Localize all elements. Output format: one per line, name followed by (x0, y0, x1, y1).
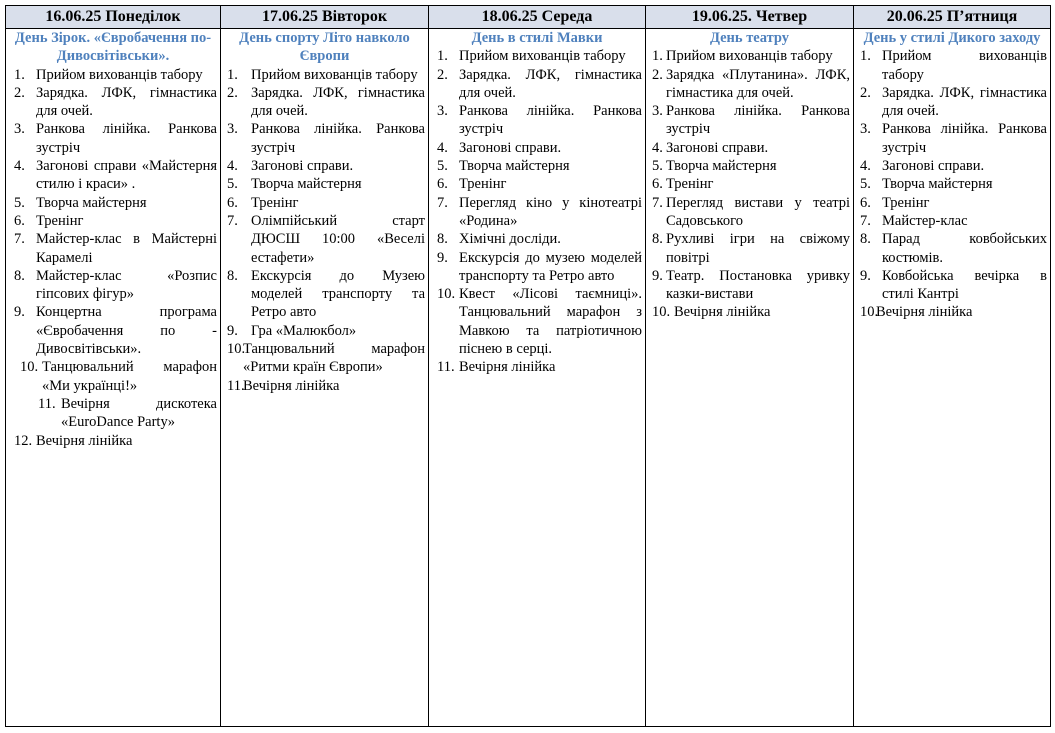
item-number: 9. (437, 249, 448, 266)
activity-list (854, 47, 1050, 321)
item-text: Прийом вихованців табору (459, 48, 626, 65)
item-text: Вечірня лінійка (459, 359, 556, 376)
item-text: Вечірня дискотека «EuroDance Party» (61, 395, 217, 431)
day-column-tuesday (221, 29, 429, 727)
activity-item (6, 395, 220, 432)
item-text: Загонові справи. (251, 158, 354, 175)
weekly-schedule-table (5, 5, 1051, 727)
item-number: 7. (437, 194, 448, 211)
item-text: Загонові справи. (882, 158, 985, 175)
item-number: 1. (860, 48, 871, 65)
activity-item (221, 212, 428, 267)
item-number: 3. (860, 121, 871, 138)
activity-item (221, 175, 428, 193)
activity-item (854, 175, 1050, 193)
item-number: 6. (14, 212, 25, 229)
item-text: Ранкова лінійка. Ранкова зустріч (666, 103, 850, 138)
day-theme: День театру (709, 30, 790, 46)
activity-list (221, 66, 428, 395)
item-number: 5. (437, 158, 448, 175)
activity-item (854, 212, 1050, 230)
activity-item (221, 194, 428, 212)
item-number: 10. (860, 304, 879, 321)
activities-row (6, 29, 1051, 727)
item-text: Тренінг (666, 176, 714, 193)
item-number: 11. (38, 395, 56, 412)
day-column-wednesday (429, 29, 646, 727)
item-number: 11. (437, 359, 455, 376)
item-number: 8. (437, 231, 448, 248)
item-text: Перегляд кіно у кінотеатрі «Родина» (459, 194, 642, 229)
item-text: Прийом вихованців табору (882, 48, 1047, 83)
day-column-friday (854, 29, 1051, 727)
day-header-friday: 20.06.25 П’ятниця (854, 6, 1051, 29)
activity-item (429, 358, 645, 376)
item-text: Олімпійський старт ДЮСШ 10:00 «Веселі естафети» (251, 212, 425, 266)
item-text: Екскурсія до Музею моделей транспорту та Ретро авто (251, 267, 425, 321)
activity-item (6, 157, 220, 194)
activity-item (854, 194, 1050, 212)
item-number: 3. (227, 121, 238, 138)
item-number: 4. (227, 158, 238, 175)
item-text: Творча майстерня (666, 158, 777, 175)
item-number: 5. (227, 176, 238, 193)
day-header-wednesday: 18.06.25 Середа (429, 6, 646, 29)
day-theme: День у стилі Дикого заходу (863, 30, 1041, 46)
item-text: Театр. Постановка уривку казки-вистави (666, 267, 850, 303)
activity-item (6, 230, 220, 267)
header-row (6, 6, 1051, 29)
item-text: Зарядка. ЛФК, гімнастика для очей. (882, 84, 1047, 120)
item-text: Ковбойська вечірка в стилі Кантрі (882, 267, 1047, 303)
item-text: Вечірня лінійка (674, 304, 771, 321)
item-number: 5. (652, 158, 663, 175)
item-text: Тренінг (459, 176, 507, 193)
item-number: 10. (437, 286, 456, 303)
activity-item (221, 267, 428, 322)
item-text: Зарядка. ЛФК, гімнастика для очей. (251, 84, 425, 120)
activity-item (221, 340, 428, 377)
activity-item (6, 194, 220, 212)
item-text: Прийом вихованців табору (36, 66, 203, 83)
item-text: Творча майстерня (251, 176, 362, 193)
item-text: Ранкова лінійка. Ранкова зустріч (459, 103, 642, 138)
item-number: 6. (652, 176, 663, 193)
item-number: 1. (14, 66, 25, 83)
item-text: Зарядка «Плутанина». ЛФК, гімнастика для очей. (666, 66, 850, 101)
activity-list (6, 66, 220, 450)
item-number: 2. (652, 66, 663, 83)
item-number: 7. (14, 231, 25, 248)
activity-list (429, 47, 645, 376)
item-number: 11. (227, 377, 245, 394)
activity-item (6, 120, 220, 157)
activity-item (854, 84, 1050, 121)
item-text: Парад ковбойських костюмів. (882, 231, 1047, 266)
item-text: Майстер-клас «Розпис гіпсових фігур» (36, 267, 217, 303)
activity-item (854, 120, 1050, 157)
activity-item (429, 139, 645, 157)
activity-item (646, 139, 853, 157)
item-text: Тренінг (36, 212, 84, 229)
item-number: 5. (14, 194, 25, 211)
item-text: Танцювальний марафон «Ритми країн Європи» (243, 341, 425, 376)
item-text: Танцювальний марафон «Ми українці!» (42, 359, 217, 394)
activity-item (429, 175, 645, 193)
day-header-monday: 16.06.25 Понеділок (6, 6, 221, 29)
activity-item (6, 84, 220, 121)
item-number: 7. (860, 212, 871, 229)
activity-item (646, 157, 853, 175)
activity-item (429, 249, 645, 286)
activity-item (429, 157, 645, 175)
item-number: 2. (14, 84, 25, 101)
activity-item (429, 66, 645, 103)
item-text: Ранкова лінійка. Ранкова зустріч (36, 121, 217, 156)
activity-item (854, 47, 1050, 84)
item-number: 8. (14, 267, 25, 284)
item-number: 8. (860, 231, 871, 248)
activity-item (854, 230, 1050, 267)
activity-item (221, 120, 428, 157)
item-number: 1. (227, 66, 238, 83)
item-text: Зарядка. ЛФК, гімнастика для очей. (36, 84, 217, 120)
item-number: 4. (14, 158, 25, 175)
item-number: 9. (652, 267, 663, 284)
item-text: Зарядка. ЛФК, гімнастика для очей. (459, 66, 642, 101)
item-text: Ранкова лінійка. Ранкова зустріч (882, 121, 1047, 156)
activity-item (646, 175, 853, 193)
item-text: Вечірня лінійка (36, 432, 133, 449)
activity-item (854, 267, 1050, 304)
item-text: Концертна програма «Євробачення по - Дивосвітівськи». (36, 304, 217, 358)
item-number: 1. (652, 48, 663, 65)
activity-item (854, 303, 1050, 321)
item-text: Майстер-клас в Майстерні Карамелі (36, 231, 217, 266)
item-text: Загонові справи «Майстерня стилю і краси» . (36, 158, 217, 193)
item-number: 3. (437, 103, 448, 120)
activity-item (429, 102, 645, 139)
item-number: 9. (227, 322, 238, 339)
day-theme: День спорту Літо навколо Європи (239, 30, 410, 65)
item-number: 4. (652, 139, 663, 156)
day-column-thursday (646, 29, 854, 727)
item-number: 1. (437, 48, 448, 65)
item-number: 10. (20, 359, 39, 376)
item-number: 4. (437, 139, 448, 156)
activity-list (646, 47, 853, 321)
item-number: 6. (437, 176, 448, 193)
activity-item (6, 66, 220, 84)
item-text: Ранкова лінійка. Ранкова зустріч (251, 121, 425, 156)
activity-item (221, 322, 428, 340)
item-number: 7. (652, 194, 663, 211)
item-text: Тренінг (251, 194, 299, 211)
item-text: Прийом вихованців табору (251, 66, 418, 83)
day-theme: День Зірок. «Євробачення по-Дивосвітівськи». (14, 30, 212, 65)
item-number: 10. (652, 304, 671, 321)
item-text: Рухливі ігри на свіжому повітрі (666, 231, 850, 266)
item-text: Квест «Лісові таємниці». Танцювальний марафон з Мавкою та патріотичною піснею в серці. (459, 286, 642, 358)
item-text: Майстер-клас (882, 212, 968, 229)
item-number: 3. (14, 121, 25, 138)
activity-item (429, 285, 645, 358)
item-number: 8. (227, 267, 238, 284)
activity-item (646, 66, 853, 103)
activity-item (6, 432, 220, 450)
item-text: Хімічні досліди. (459, 231, 561, 248)
activity-item (6, 303, 220, 358)
activity-item (646, 102, 853, 139)
activity-item (429, 230, 645, 248)
activity-item (646, 194, 853, 231)
activity-item (6, 212, 220, 230)
item-number: 6. (860, 194, 871, 211)
item-text: Тренінг (882, 194, 930, 211)
item-text: Загонові справи. (459, 139, 562, 156)
item-number: 9. (14, 304, 25, 321)
item-text: Загонові справи. (666, 139, 769, 156)
item-text: Гра «Малюкбол» (251, 322, 357, 339)
activity-item (6, 358, 220, 395)
activity-item (221, 66, 428, 84)
item-number: 6. (227, 194, 238, 211)
item-number: 2. (437, 66, 448, 83)
item-text: Творча майстерня (36, 194, 147, 211)
item-number: 2. (227, 84, 238, 101)
item-text: Творча майстерня (459, 158, 570, 175)
item-number: 4. (860, 158, 871, 175)
activity-item (646, 47, 853, 65)
activity-item (854, 157, 1050, 175)
activity-item (646, 267, 853, 304)
activity-item (6, 267, 220, 304)
activity-item (646, 230, 853, 267)
day-theme: День в стилі Мавки (471, 30, 603, 46)
day-header-thursday: 19.06.25. Четвер (646, 6, 854, 29)
item-number: 9. (860, 267, 871, 284)
item-number: 3. (652, 103, 663, 120)
item-number: 10. (227, 341, 246, 358)
item-text: Перегляд вистави у театрі Садовського (666, 194, 850, 229)
item-number: 2. (860, 84, 871, 101)
item-number: 8. (652, 231, 663, 248)
item-text: Вечірня лінійка (876, 304, 973, 321)
activity-item (221, 157, 428, 175)
item-text: Творча майстерня (882, 176, 993, 193)
day-header-tuesday: 17.06.25 Вівторок (221, 6, 429, 29)
item-text: Вечірня лінійка (243, 377, 340, 394)
item-number: 7. (227, 212, 238, 229)
activity-item (221, 377, 428, 395)
item-text: Екскурсія до музею моделей транспорту та Ретро авто (459, 249, 642, 284)
day-column-monday (6, 29, 221, 727)
activity-item (429, 47, 645, 65)
item-text: Прийом вихованців табору (666, 48, 833, 65)
activity-item (221, 84, 428, 121)
item-number: 12. (14, 432, 33, 449)
activity-item (646, 303, 853, 321)
item-number: 5. (860, 176, 871, 193)
activity-item (429, 194, 645, 231)
